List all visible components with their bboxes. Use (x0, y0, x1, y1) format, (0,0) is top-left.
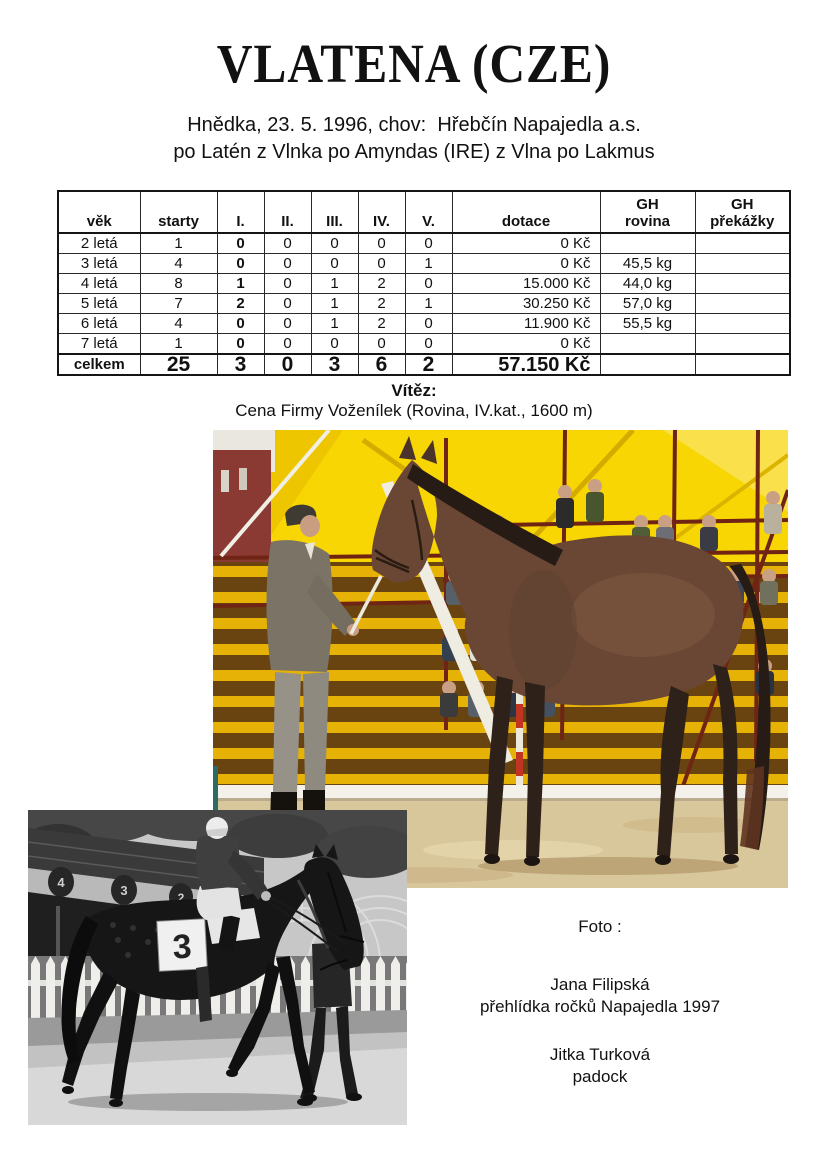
table-cell: 0 (264, 274, 311, 294)
winner-race: Cena Firmy Voženílek (Rovina, IV.kat., 1600 m) (235, 401, 593, 420)
table-row (58, 274, 790, 294)
table-cell: 25 (140, 354, 217, 375)
table-cell: 30.250 Kč (452, 294, 600, 314)
table-cell: 0 (217, 233, 264, 254)
table-cell: 5 letá (58, 294, 140, 314)
table-row (58, 334, 790, 355)
table-cell: 2 (358, 294, 405, 314)
table-row (58, 254, 790, 274)
table-cell: 0 (405, 233, 452, 254)
table-cell (695, 274, 790, 294)
table-cell: 0 (405, 274, 452, 294)
credit-photographer-2: Jitka Turková (549, 1045, 651, 1064)
col-header-ii: II. (264, 191, 311, 233)
table-cell: 1 (140, 334, 217, 355)
winner-label: Vítěz: (391, 381, 437, 400)
table-cell: 0 (264, 314, 311, 334)
col-header-vek: věk (58, 191, 140, 233)
table-cell: 1 (405, 254, 452, 274)
table-cell (695, 254, 790, 274)
credit-photographer-1: Jana Filipská (550, 975, 650, 994)
table-cell: 6 letá (58, 314, 140, 334)
photo-credits (382, 916, 818, 1088)
race-stats-table (57, 190, 791, 376)
table-cell: celkem (58, 354, 140, 375)
table-cell: 0 (264, 254, 311, 274)
table-cell: 0 Kč (452, 233, 600, 254)
gate-number: 3 (120, 883, 128, 898)
paddock-photo-illustration (28, 810, 407, 1125)
number-cloth (157, 919, 208, 971)
table-cell: 0 (358, 233, 405, 254)
table-cell: 3 letá (58, 254, 140, 274)
table-cell: 3 (311, 354, 358, 375)
table-cell: 0 (264, 233, 311, 254)
table-cell (600, 233, 695, 254)
table-cell: 0 (264, 334, 311, 355)
saddle-cloth-number: 3 (171, 927, 193, 967)
table-cell (695, 294, 790, 314)
table-cell (695, 233, 790, 254)
table-cell: 4 letá (58, 274, 140, 294)
table-cell: 0 (217, 334, 264, 355)
table-cell: 1 (311, 294, 358, 314)
foto-label: Foto : (578, 917, 622, 936)
table-cell: 0 (311, 254, 358, 274)
table-cell: 2 (358, 314, 405, 334)
table-cell: 1 (311, 314, 358, 334)
table-cell: 11.900 Kč (452, 314, 600, 334)
table-row (58, 294, 790, 314)
col-header-gh-prekazky: GH překážky (695, 191, 790, 233)
col-header-iv: IV. (358, 191, 405, 233)
table-cell: 57,0 kg (600, 294, 695, 314)
table-cell: 57.150 Kč (452, 354, 600, 375)
col-header-dotace: dotace (452, 191, 600, 233)
table-cell: 7 (140, 294, 217, 314)
credit-event-2: padock (572, 1067, 628, 1086)
col-header-i: I. (217, 191, 264, 233)
table-cell: 8 (140, 274, 217, 294)
credit-event-1: přehlídka ročků Napajedla 1997 (479, 997, 721, 1016)
table-cell: 6 (358, 354, 405, 375)
table-cell: 0 (264, 354, 311, 375)
table-cell: 0 (405, 314, 452, 334)
table-cell: 0 (358, 254, 405, 274)
gate-number: 4 (57, 875, 65, 890)
page-title: VLATENA (CZE) (216, 33, 612, 94)
table-cell: 55,5 kg (600, 314, 695, 334)
table-cell: 15.000 Kč (452, 274, 600, 294)
col-header-gh-rovina: GH rovina (600, 191, 695, 233)
table-cell: 0 (358, 334, 405, 355)
table-cell: 0 (311, 334, 358, 355)
table-cell: 3 (217, 354, 264, 375)
gate-number: 2 (177, 891, 185, 905)
subtitle-pedigree: po Latén z Vlnka po Amyndas (IRE) z Vlna po Lakmus (173, 141, 655, 163)
table-cell: 0 (217, 314, 264, 334)
table-cell: 7 letá (58, 334, 140, 355)
table-header-row (58, 191, 790, 233)
col-header-starty: starty (140, 191, 217, 233)
table-cell (695, 354, 790, 375)
table-cell: 2 (405, 354, 452, 375)
table-cell: 0 (405, 334, 452, 355)
table-cell: 2 (217, 294, 264, 314)
table-cell: 0 (217, 254, 264, 274)
table-cell: 0 Kč (452, 334, 600, 355)
col-header-v: V. (405, 191, 452, 233)
table-cell: 44,0 kg (600, 274, 695, 294)
paddock-photo (28, 810, 407, 1125)
table-cell: 2 (358, 274, 405, 294)
table-total-row (58, 354, 790, 375)
table-cell (695, 334, 790, 355)
table-cell: 2 letá (58, 233, 140, 254)
table-cell: 45,5 kg (600, 254, 695, 274)
table-cell: 1 (405, 294, 452, 314)
table-cell: 0 Kč (452, 254, 600, 274)
table-cell: 4 (140, 314, 217, 334)
subtitle-birth-breeder: Hnědka, 23. 5. 1996, chov: Hřebčín Napajedla a.s. (187, 114, 641, 136)
col-header-iii: III. (311, 191, 358, 233)
table-cell: 1 (311, 274, 358, 294)
table-cell (600, 354, 695, 375)
table-row (58, 233, 790, 254)
table-cell (600, 334, 695, 355)
table-cell: 0 (311, 233, 358, 254)
table-cell: 4 (140, 254, 217, 274)
table-cell: 0 (264, 294, 311, 314)
table-cell (695, 314, 790, 334)
table-row (58, 314, 790, 334)
table-cell: 1 (217, 274, 264, 294)
table-cell: 1 (140, 233, 217, 254)
